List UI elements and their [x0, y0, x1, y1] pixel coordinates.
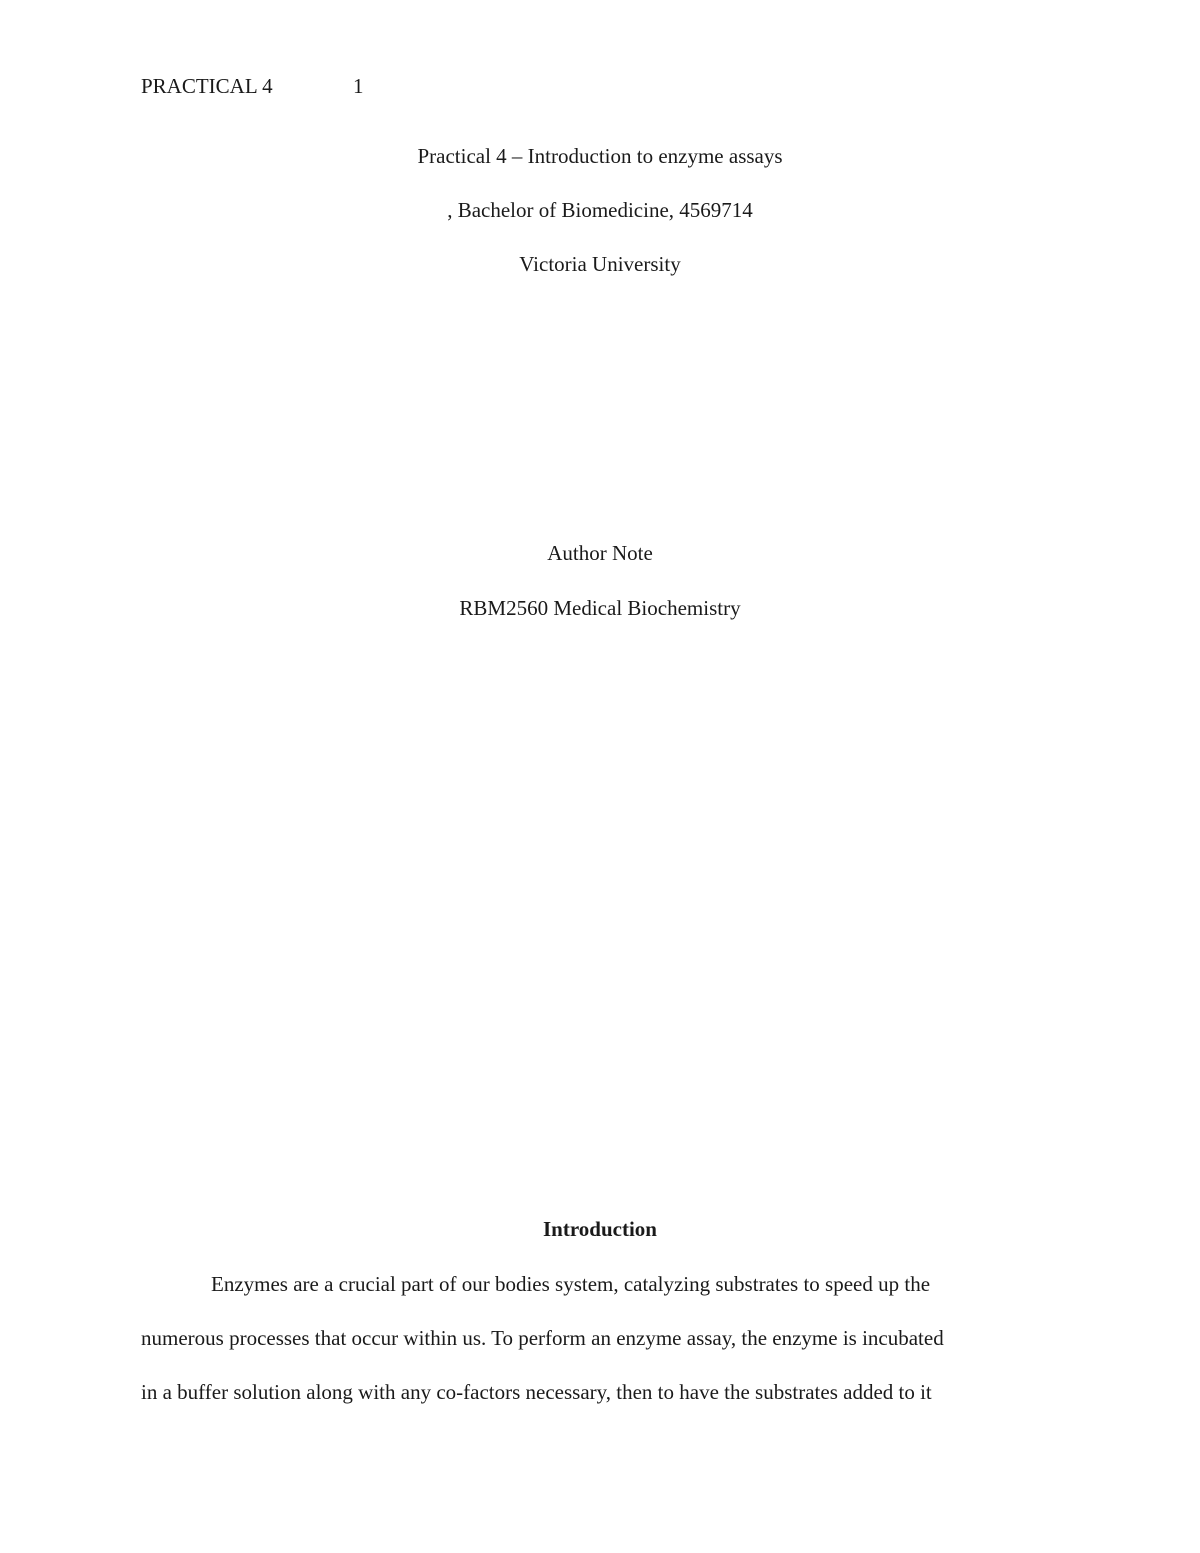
institutional-affiliation: Victoria University: [519, 252, 681, 276]
introduction-line: in a buffer solution along with any co-factors necessary, then to have the substrates added to it: [141, 1380, 932, 1404]
author-note-heading: Author Note: [547, 541, 653, 565]
introduction-line: numerous processes that occur within us. To perform an enzyme assay, the enzyme is incubated: [141, 1326, 944, 1350]
author-note-text: RBM2560 Medical Biochemistry: [459, 596, 741, 620]
page-number: 1: [353, 74, 364, 98]
author-line: , Bachelor of Biomedicine, 4569714: [447, 198, 753, 222]
introduction-line: Enzymes are a crucial part of our bodies system, catalyzing substrates to speed up the: [211, 1272, 931, 1296]
running-head: PRACTICAL 4: [141, 74, 273, 98]
introduction-heading: Introduction: [543, 1217, 657, 1241]
document-title: Practical 4 – Introduction to enzyme assays: [417, 144, 783, 168]
